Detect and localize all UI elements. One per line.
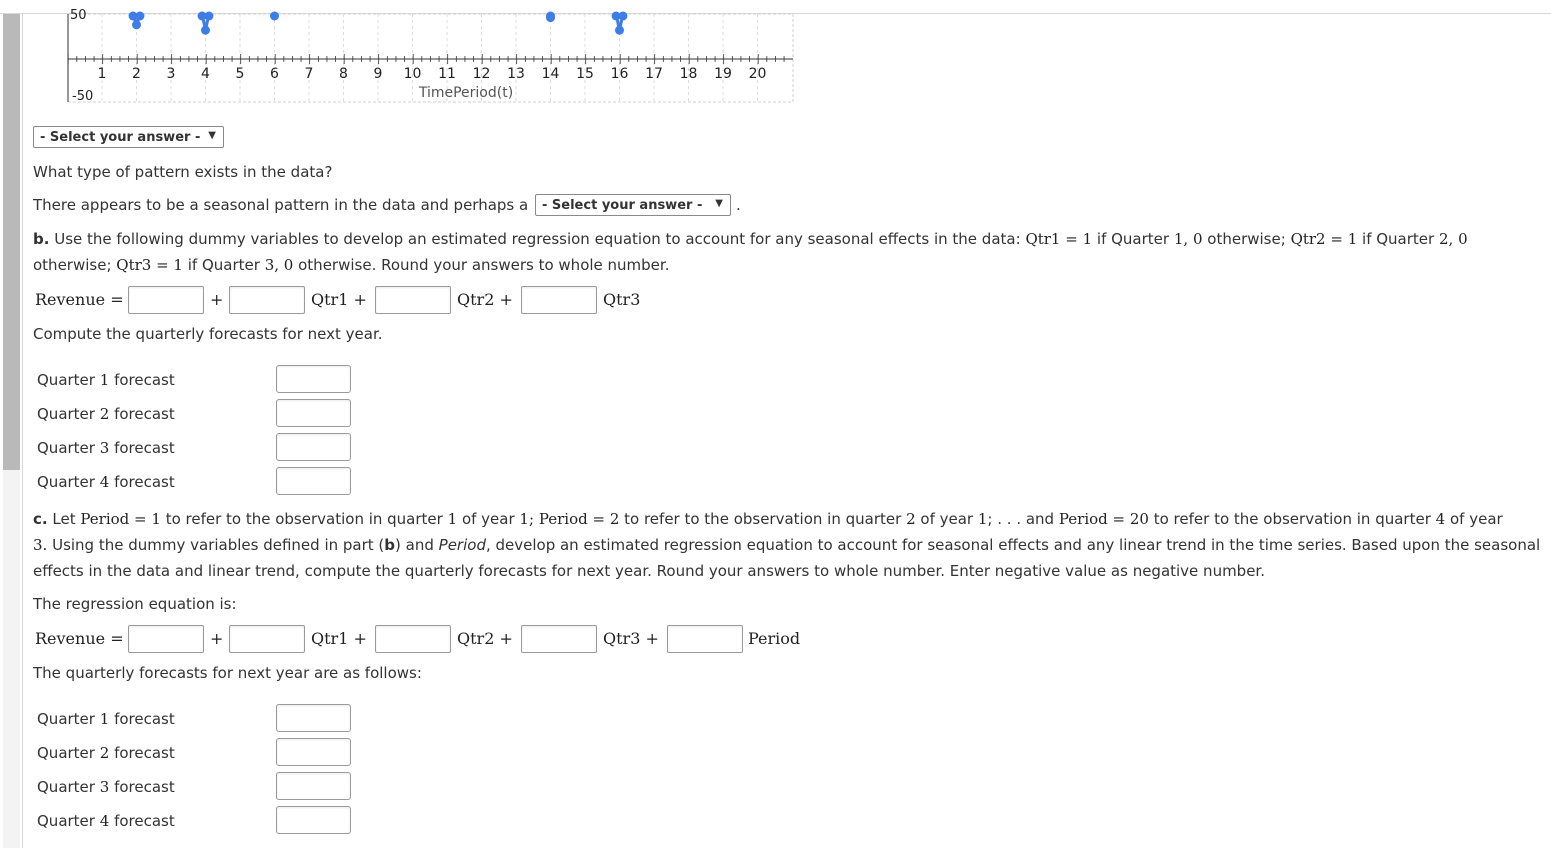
forecast-c-q3-input[interactable] bbox=[276, 772, 351, 800]
pattern-select-2-label: - Select your answer - bbox=[542, 198, 703, 213]
forecast-num: 3 bbox=[99, 778, 110, 796]
forecast-prefix: Quarter bbox=[37, 710, 95, 728]
refer-text: to refer to the observation in quarter bbox=[1153, 510, 1431, 528]
forecast-c-q4-input[interactable] bbox=[276, 806, 351, 834]
refer-text: to refer to the observation in quarter bbox=[624, 510, 902, 528]
year-num: 3. bbox=[33, 536, 48, 554]
eq-c-plus: + bbox=[210, 629, 224, 648]
forecast-num: 4 bbox=[99, 812, 110, 830]
x-tick-label: 18 bbox=[679, 66, 698, 82]
chevron-down-icon: ▼ bbox=[715, 198, 723, 209]
quarter-1-num: 1, bbox=[1173, 230, 1189, 248]
y-tick-label: 50 bbox=[70, 8, 87, 23]
x-tick-label: 5 bbox=[235, 66, 245, 82]
forecast-suffix: forecast bbox=[114, 744, 175, 762]
seasonal-pattern-period: . bbox=[736, 196, 741, 214]
x-axis-label: TimePeriod(t) bbox=[418, 85, 514, 101]
data-point bbox=[618, 12, 627, 21]
x-tick-label: 17 bbox=[645, 66, 663, 82]
eq-c-period-label: Period bbox=[748, 629, 801, 648]
forecast-num: 2 bbox=[99, 405, 110, 423]
forecast-b-q4-input[interactable] bbox=[276, 467, 351, 495]
data-point bbox=[135, 12, 144, 21]
eq-b-qtr1-label: Qtr1 + bbox=[311, 290, 367, 309]
part-c-line2a: Using the dummy variables defined in part ( bbox=[52, 536, 385, 554]
data-point bbox=[270, 12, 279, 21]
forecast-suffix: forecast bbox=[114, 405, 175, 423]
eq-b-revenue: Revenue = bbox=[35, 290, 124, 309]
forecast-suffix: forecast bbox=[114, 812, 175, 830]
qtr1-def: Qtr1 = 1 bbox=[1025, 230, 1093, 248]
qtr3-def: Qtr3 = 1 bbox=[116, 256, 183, 274]
refer-text: to refer to the observation in quarter bbox=[165, 510, 443, 528]
let-text: Let bbox=[52, 510, 76, 528]
x-tick-label: 9 bbox=[373, 66, 383, 82]
pattern-select-1-label: - Select your answer - bbox=[40, 130, 201, 145]
eq-b-intercept-input[interactable] bbox=[128, 286, 204, 314]
seasonal-pattern-text: There appears to be a seasonal pattern in the data and perhaps a bbox=[33, 196, 529, 214]
quarter-2-num: 2, bbox=[1438, 230, 1454, 248]
x-tick-label: 19 bbox=[714, 66, 732, 82]
forecast-c-q3-label bbox=[37, 778, 175, 796]
eq-c-qtr1-label: Qtr1 + bbox=[311, 629, 367, 648]
if-quarter-text: if Quarter bbox=[1096, 230, 1170, 248]
year-num: 1 bbox=[977, 510, 988, 528]
x-tick-label: 4 bbox=[201, 66, 210, 82]
forecast-b-q1-label bbox=[37, 371, 175, 389]
forecast-c-q2-label bbox=[37, 744, 175, 762]
quarter-num: 4 bbox=[1435, 510, 1446, 528]
data-point bbox=[201, 26, 210, 35]
x-tick-label: 1 bbox=[97, 66, 107, 82]
data-point bbox=[204, 12, 213, 21]
forecast-num: 1 bbox=[99, 710, 110, 728]
quarter-num: 1 bbox=[447, 510, 458, 528]
pattern-select-2[interactable] bbox=[535, 194, 731, 216]
of-year-text: of year bbox=[920, 510, 974, 528]
eq-b-qtr1-input[interactable] bbox=[229, 286, 305, 314]
forecast-prefix: Quarter bbox=[37, 744, 95, 762]
chevron-down-icon: ▼ bbox=[208, 130, 216, 141]
period-2-def: Period = 2 bbox=[538, 510, 620, 528]
data-point bbox=[132, 20, 141, 29]
period-1-def: Period = 1 bbox=[80, 510, 161, 528]
part-b-label: b. bbox=[33, 230, 50, 248]
eq-c-revenue: Revenue = bbox=[35, 629, 124, 648]
eq-c-period-input[interactable] bbox=[667, 625, 743, 653]
time-series-chart bbox=[0, 0, 800, 110]
forecast-b-q4-label bbox=[37, 473, 175, 491]
follows-text: The quarterly forecasts for next year are as follows: bbox=[33, 664, 422, 682]
otherwise-text: otherwise; bbox=[33, 256, 112, 274]
x-tick-label: 15 bbox=[576, 66, 594, 82]
forecast-num: 3 bbox=[99, 439, 110, 457]
pattern-select-1[interactable] bbox=[33, 126, 224, 148]
eq-b-qtr2-input[interactable] bbox=[375, 286, 451, 314]
forecast-b-q2-input[interactable] bbox=[276, 399, 351, 427]
forecast-suffix: forecast bbox=[114, 371, 175, 389]
round-instruction: otherwise. Round your answers to whole number. bbox=[298, 256, 670, 274]
forecast-c-q4-label bbox=[37, 812, 175, 830]
x-tick-label: 3 bbox=[166, 66, 176, 82]
eq-c-qtr2-label: Qtr2 + bbox=[457, 629, 513, 648]
x-tick-label: 2 bbox=[132, 66, 141, 82]
eq-c-intercept-input[interactable] bbox=[128, 625, 204, 653]
forecast-num: 2 bbox=[99, 744, 110, 762]
forecast-suffix: forecast bbox=[114, 778, 175, 796]
part-b-line2 bbox=[33, 256, 669, 274]
forecast-b-q1-input[interactable] bbox=[276, 365, 351, 393]
forecast-prefix: Quarter bbox=[37, 812, 95, 830]
part-b-line1 bbox=[33, 230, 1468, 248]
zero-value: 0 bbox=[283, 256, 294, 274]
x-tick-label: 7 bbox=[304, 66, 314, 82]
eq-c-qtr3-label: Qtr3 + bbox=[603, 629, 659, 648]
data-point bbox=[546, 13, 555, 22]
forecast-b-q3-label bbox=[37, 439, 175, 457]
otherwise-text: otherwise; bbox=[1207, 230, 1286, 248]
quarter-3-num: 3, bbox=[264, 256, 280, 274]
forecast-suffix: forecast bbox=[114, 473, 175, 491]
x-tick-label: 6 bbox=[270, 66, 279, 82]
qtr2-def: Qtr2 = 1 bbox=[1290, 230, 1358, 248]
forecast-prefix: Quarter bbox=[37, 778, 95, 796]
forecast-num: 1 bbox=[99, 371, 110, 389]
x-tick-label: 10 bbox=[403, 66, 422, 82]
forecast-prefix: Quarter bbox=[37, 473, 95, 491]
x-tick-label: 20 bbox=[748, 66, 767, 82]
eq-b-qtr3-label: Qtr3 bbox=[603, 290, 641, 309]
pattern-question: What type of pattern exists in the data? bbox=[33, 163, 333, 181]
eq-b-qtr3-input[interactable] bbox=[521, 286, 597, 314]
part-b-ref: b bbox=[384, 536, 396, 554]
forecast-c-q1-input[interactable] bbox=[276, 704, 351, 732]
y-tick-label: -50 bbox=[72, 89, 94, 104]
if-quarter-text: if Quarter bbox=[1362, 230, 1435, 248]
zero-value: 0 bbox=[1192, 230, 1203, 248]
part-c-line2b: ) and bbox=[395, 536, 434, 554]
period-20-def: Period = 20 bbox=[1058, 510, 1149, 528]
of-year-text: of year bbox=[461, 510, 515, 528]
regression-is-text: The regression equation is: bbox=[33, 595, 237, 613]
of-year-text: of year bbox=[1449, 510, 1503, 528]
ellipsis-text: ; . . . and bbox=[987, 510, 1055, 528]
forecast-c-q1-label bbox=[37, 710, 175, 728]
data-point bbox=[615, 26, 624, 35]
forecast-suffix: forecast bbox=[114, 710, 175, 728]
eq-c-qtr2-input[interactable] bbox=[375, 625, 451, 653]
period-italic: Period bbox=[438, 536, 486, 554]
eq-c-qtr3-input[interactable] bbox=[521, 625, 597, 653]
forecast-c-q2-input[interactable] bbox=[276, 738, 351, 766]
part-c-line2c: , develop an estimated regression equation to account for seasonal effects and any linear trend in the time series. Based upon the seasonal bbox=[485, 536, 1541, 554]
x-tick-label: 16 bbox=[610, 66, 629, 82]
eq-b-qtr2-label: Qtr2 + bbox=[457, 290, 513, 309]
part-c-label: c. bbox=[33, 510, 48, 528]
zero-value: 0 bbox=[1458, 230, 1468, 248]
forecast-prefix: Quarter bbox=[37, 439, 95, 457]
x-tick-label: 11 bbox=[438, 66, 456, 82]
part-c-line3: effects in the data and linear trend, compute the quarterly forecasts for next year. Round your answers to whole number. Enter negative value as negative number. bbox=[33, 562, 1265, 580]
part-b-intro: Use the following dummy variables to develop an estimated regression equation to account for any seasonal effects in the data: bbox=[54, 230, 1021, 248]
forecast-prefix: Quarter bbox=[37, 405, 95, 423]
forecast-suffix: forecast bbox=[114, 439, 175, 457]
x-tick-label: 14 bbox=[541, 66, 560, 82]
x-tick-label: 13 bbox=[507, 66, 525, 82]
content-left-border bbox=[22, 14, 23, 848]
x-tick-label: 8 bbox=[339, 66, 348, 82]
part-c-line2 bbox=[33, 536, 1540, 554]
eq-c-qtr1-input[interactable] bbox=[229, 625, 305, 653]
eq-b-plus: + bbox=[210, 290, 224, 309]
compute-forecasts-text: Compute the quarterly forecasts for next year. bbox=[33, 325, 383, 343]
quarter-num: 2 bbox=[906, 510, 916, 528]
year-num: 1; bbox=[519, 510, 535, 528]
forecast-b-q3-input[interactable] bbox=[276, 433, 351, 461]
part-c-line1 bbox=[33, 510, 1503, 528]
forecast-b-q2-label bbox=[37, 405, 175, 423]
x-tick-label: 12 bbox=[472, 66, 491, 82]
forecast-num: 4 bbox=[99, 473, 110, 491]
if-quarter-text: if Quarter bbox=[187, 256, 260, 274]
forecast-prefix: Quarter bbox=[37, 371, 95, 389]
